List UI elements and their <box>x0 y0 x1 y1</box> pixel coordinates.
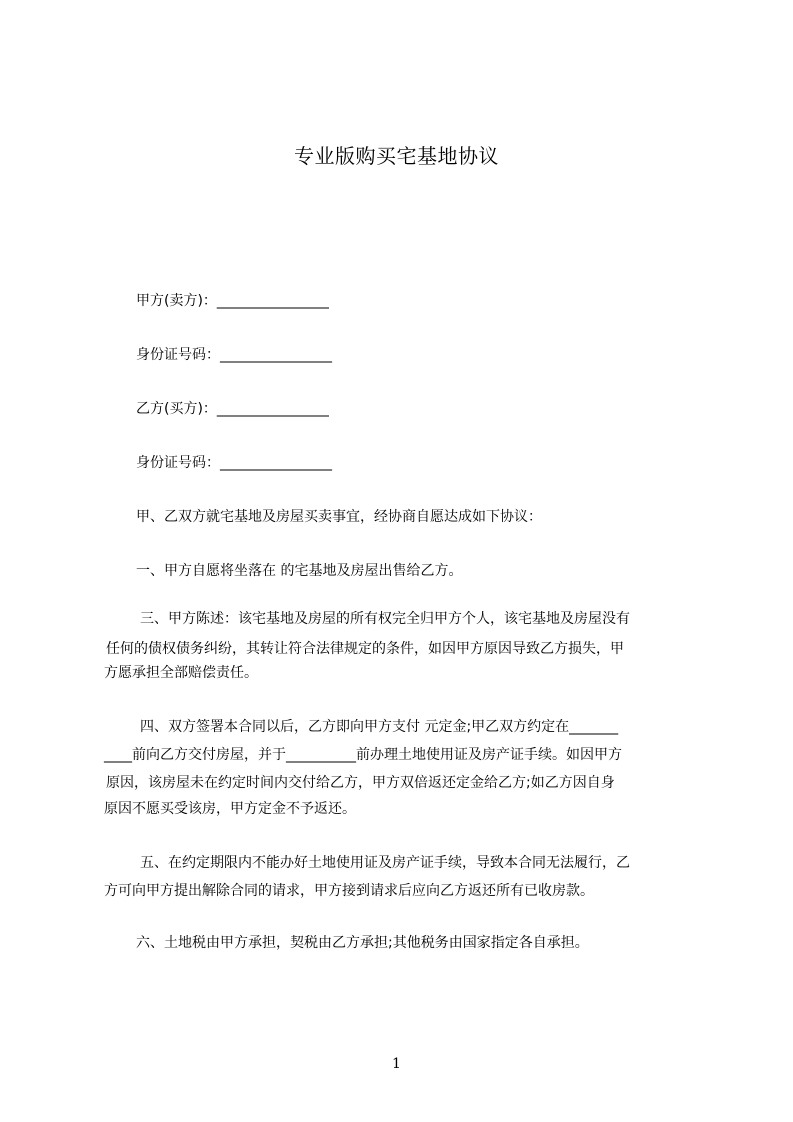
seller-id-line: 身份证号码：________________ <box>136 347 332 363</box>
buyer-name-line: 乙方(买方)：________________ <box>136 401 329 417</box>
clause-5-line: 五、在约定期限内不能办好土地使用证及房产证手续，导致本合同无法履行，乙 <box>140 855 630 871</box>
page-number: 1 <box>392 1056 401 1072</box>
clause-3-line: 三、甲方陈述：该宅基地及房屋的所有权完全归甲方个人，该宅基地及房屋没有 <box>140 611 630 627</box>
buyer-id-line: 身份证号码：________________ <box>136 455 332 471</box>
clause-6: 六、土地税由甲方承担，契税由乙方承担;其他税务由国家指定各自承担。 <box>136 935 589 951</box>
clause-4-line: 原因，该房屋未在约定时间内交付给乙方，甲方双倍返还定金给乙方;如乙方因自身 <box>106 775 615 791</box>
intro-paragraph: 甲、乙双方就宅基地及房屋买卖事宜，经协商自愿达成如下协议： <box>136 509 542 525</box>
document-title: 专业版购买宅基地协议 <box>294 144 499 168</box>
clause-4-line: 原因不愿买受该房，甲方定金不予返还。 <box>104 801 356 817</box>
clause-3-line: 方愿承担全部赔偿责任。 <box>104 665 258 681</box>
clause-1: 一、甲方自愿将坐落在 的宅基地及房屋出售给乙方。 <box>136 563 463 579</box>
clause-4-line: ____前向乙方交付房屋，并于__________前办理土地使用证及房产证手续。如因甲方 <box>104 747 622 763</box>
clause-4-line: 四、双方签署本合同以后，乙方即向甲方支付 元定金;甲乙双方约定在_______ <box>140 719 619 735</box>
clause-3-line: 任何的债权债务纠纷，其转让符合法律规定的条件，如因甲方原因导致乙方损失，甲 <box>106 641 624 657</box>
clause-5-line: 方可向甲方提出解除合同的请求，甲方接到请求后应向乙方返还所有已收房款。 <box>104 883 594 899</box>
seller-name-line: 甲方(卖方)：________________ <box>136 293 329 309</box>
